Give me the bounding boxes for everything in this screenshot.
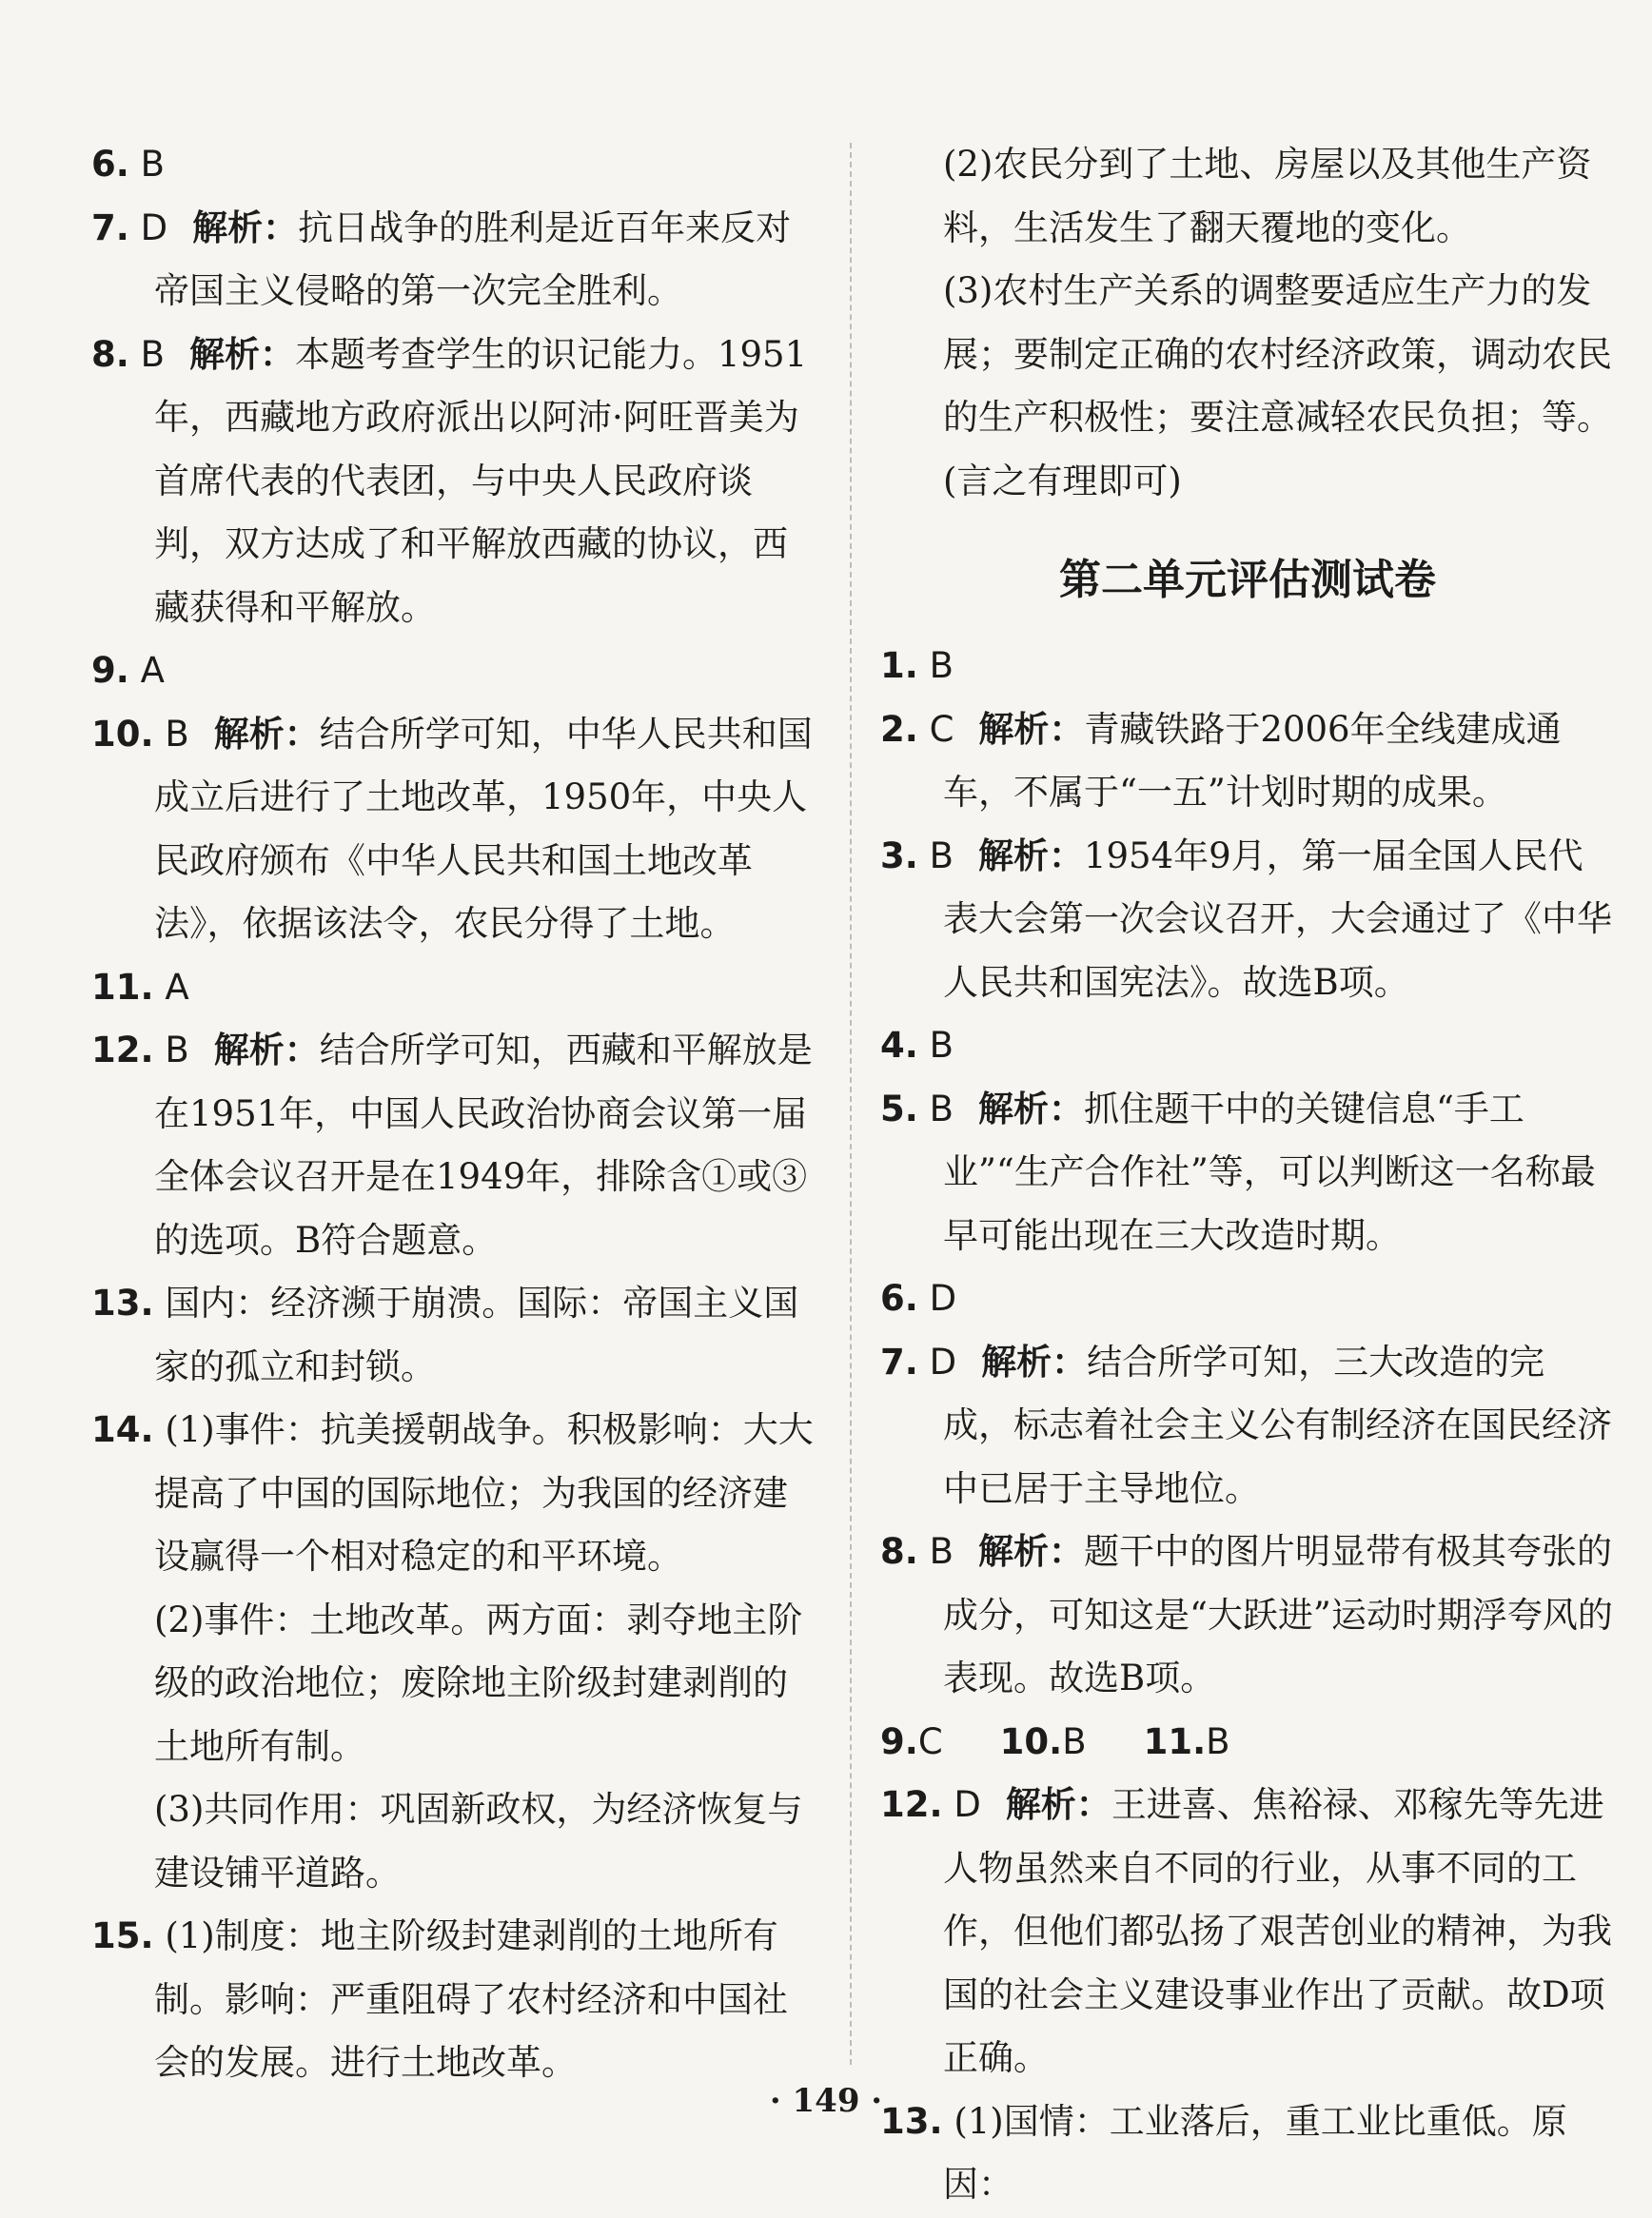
answer-item (91, 324, 815, 640)
answer-letter: B (165, 1030, 189, 1070)
item-number: 10. (91, 713, 154, 755)
answer-text: (1)制度：地主阶级封建剥削的土地所有制。影响：严重阻碍了农村经济和中国社会的发展。进行土地改革。 (154, 1915, 788, 2083)
answer-item (1144, 1721, 1255, 1762)
answer-letter: D (929, 1278, 957, 1319)
analysis-label: 解析： (978, 708, 1085, 750)
item-number: 12. (880, 1784, 943, 1825)
answer-item (91, 197, 815, 324)
answer-letter: D (954, 1784, 981, 1825)
analysis-text: 抗日战争的胜利是近百年来反对帝国主义侵略的第一次完全胜利。 (154, 206, 792, 311)
analysis-label: 解析： (188, 333, 295, 375)
analysis-label: 解析： (977, 834, 1084, 876)
answer-letter: B (165, 713, 189, 755)
answer-text: (1)国情：工业落后，重工业比重低。原因： (943, 2100, 1567, 2205)
left-column (91, 133, 815, 2095)
answer-item (1000, 1721, 1111, 1762)
item-number: 5. (880, 1088, 918, 1129)
answer-letter: B (1206, 1720, 1230, 1762)
analysis-text: 本题考查学生的识记能力。1951年，西藏地方政府派出以阿沛·阿旺晋美为首席代表的代表团，与中央人民政府谈判，双方达成了和平解放西藏的协议，西藏获得和平解放。 (154, 333, 808, 628)
item-number: 6. (880, 1278, 918, 1319)
answer-letter: B (929, 834, 954, 876)
answer-item (91, 1019, 815, 1272)
item-number: 7. (91, 206, 129, 248)
column-divider (850, 143, 852, 2065)
analysis-label: 解析： (977, 1088, 1084, 1129)
answer-item (91, 1399, 815, 1589)
analysis-text: 结合所学可知，三大改造的完成，标志着社会主义公有制经济在国民经济中已居于主导地位。 (943, 1341, 1612, 1509)
right-column (880, 133, 1615, 2217)
item-number: 11. (1143, 1720, 1207, 1762)
answer-letter: B (929, 1088, 954, 1129)
item-number: 2. (880, 708, 918, 750)
answer-letter: B (929, 1025, 954, 1066)
answer-item (880, 825, 1615, 1015)
answer-item (91, 956, 815, 1020)
sub-answer: (2)农民分到了土地、房屋以及其他生产资料，生活发生了翻天覆地的变化。 (943, 144, 1592, 248)
analysis-text: 青藏铁路于2006年全线建成通车，不属于“一五”计划时期的成果。 (943, 708, 1562, 813)
answer-row (880, 1711, 1615, 1775)
answer-text: 国内：经济濒于崩溃。国际：帝国主义国家的孤立和封锁。 (154, 1283, 799, 1387)
item-number: 13. (91, 1283, 154, 1324)
analysis-label: 解析： (213, 1030, 320, 1070)
section-title: 第二单元评估测试卷 (1059, 556, 1436, 604)
item-number: 4. (880, 1025, 918, 1066)
item-number: 7. (880, 1341, 918, 1383)
analysis-label: 解析： (192, 206, 299, 248)
item-number: 11. (91, 966, 154, 1008)
sub-answer: (3)农村生产关系的调整要适应生产力的发展；要制定正确的农村经济政策，调动农民的生产积极性；要注意减轻农民负担；等。(言之有理即可) (943, 270, 1612, 501)
answer-item (880, 1721, 968, 1762)
item-number: 14. (91, 1409, 154, 1450)
answer-item (880, 1331, 1615, 1521)
answer-letter: A (140, 650, 165, 691)
answer-letter: B (1062, 1720, 1087, 1762)
answer-item (91, 1905, 815, 2095)
answer-letter: C (929, 708, 954, 750)
item-number: 15. (91, 1915, 154, 1956)
sub-answer: (2)事件：土地改革。两方面：剥夺地主阶级的政治地位；废除地主阶级封建剥削的土地所有制。 (154, 1599, 803, 1767)
analysis-label: 解析： (1005, 1784, 1111, 1825)
analysis-text: 结合所学可知，西藏和平解放是在1951年，中国人民政治协商会议第一届全体会议召开是在1949年，排除含①或③的选项。B符合题意。 (154, 1030, 813, 1261)
item-number: 1. (880, 645, 918, 686)
item-number: 3. (880, 834, 918, 876)
answer-text: (1)事件：抗美援朝战争。积极影响：大大提高了中国的国际地位；为我国的经济建设赢得一个相对稳定的和平环境。 (154, 1409, 814, 1577)
answer-letter: C (917, 1720, 943, 1762)
answer-letter: D (140, 206, 168, 248)
answer-letter: B (140, 333, 165, 375)
answer-item (91, 133, 815, 197)
sub-answer: (3)共同作用：巩固新政权，为经济恢复与建设铺平道路。 (154, 1789, 803, 1894)
analysis-label: 解析： (981, 1341, 1088, 1383)
item-number: 10. (999, 1720, 1063, 1762)
item-number: 6. (91, 144, 129, 185)
answer-item (880, 1078, 1615, 1268)
item-number: 8. (880, 1531, 918, 1572)
answer-item (880, 1267, 1615, 1331)
item-number: 9. (91, 650, 129, 691)
answer-item (880, 1014, 1615, 1078)
item-number: 13. (880, 2100, 943, 2142)
analysis-text: 王进喜、焦裕禄、邓稼先等先进人物虽然来自不同的行业，从事不同的工作，但他们都弘扬了艰苦创业的精神，为我国的社会主义建设事业作出了贡献。故D项正确。 (943, 1784, 1612, 2078)
answer-letter: B (929, 1531, 954, 1572)
analysis-text: 结合所学可知，中华人民共和国成立后进行了土地改革，1950年，中央人民政府颁布《中华人民共和国土地改革法》，依据该法令，农民分得了土地。 (154, 713, 813, 944)
answer-letter: A (165, 966, 189, 1008)
analysis-label: 解析： (977, 1531, 1084, 1572)
item-number: 9. (880, 1720, 918, 1762)
analysis-text: 题干中的图片明显带有极其夸张的成分，可知这是“大跃进”运动时期浮夸风的表现。故选B项。 (943, 1531, 1613, 1698)
analysis-label: 解析： (213, 713, 320, 755)
answer-letter: D (929, 1341, 957, 1383)
answer-item (91, 1272, 815, 1399)
answer-letter: B (140, 144, 165, 185)
answer-item (91, 639, 815, 703)
answer-item (91, 703, 815, 956)
answer-item (880, 1521, 1615, 1711)
analysis-text: 抓住题干中的关键信息“手工业”“生产合作社”等，可以判断这一名称最早可能出现在三大改造时期。 (943, 1088, 1596, 1256)
item-number: 12. (91, 1030, 154, 1070)
page-number: · 149 · (769, 2082, 883, 2120)
analysis-text: 1954年9月，第一届全国人民代表大会第一次会议召开，大会通过了《中华人民共和国宪法》。故选B项。 (943, 834, 1612, 1003)
answer-item (880, 698, 1615, 825)
answer-item (880, 635, 1615, 698)
answer-letter: B (929, 645, 954, 686)
answer-item (880, 1774, 1615, 2090)
item-number: 8. (91, 333, 129, 375)
